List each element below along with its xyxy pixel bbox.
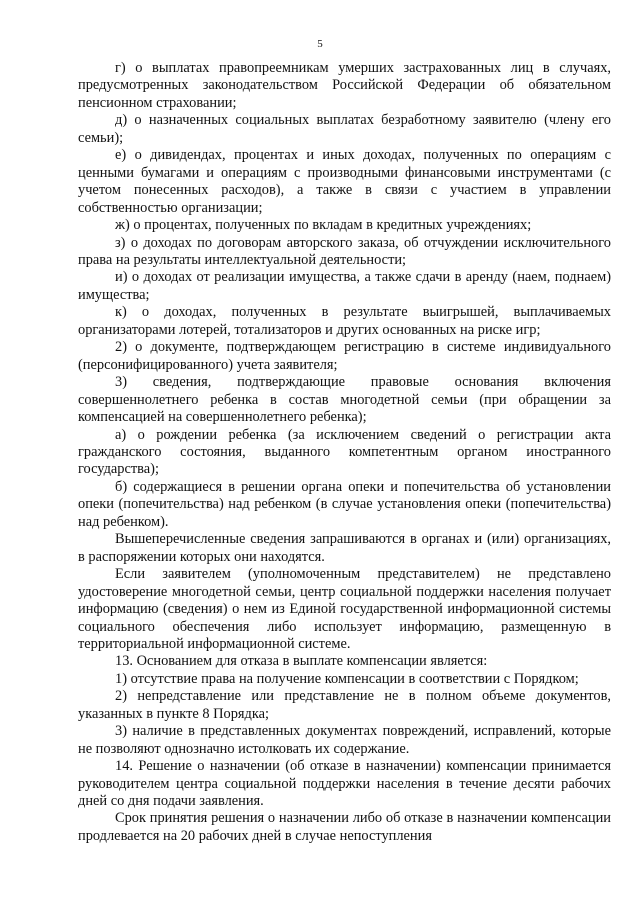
paragraph-13-1-no-entitlement: 1) отсутствие права на получение компенсации в соответствии с Порядком; [115, 670, 579, 687]
paragraph-13-3-damaged-documents: 3) наличие в представленных документах повреждений, исправлений, которые не позволяют однозначно истолковать их содержание. [78, 723, 611, 757]
paragraph-requests-note: Вышеперечисленные сведения запрашиваются в органах и (или) организациях, в распоряжении которых они находятся. [78, 531, 611, 565]
paragraph-13-2-incomplete-documents: 2) непредставление или представление не в полном объеме документов, указанных в пункте 8 Порядка; [78, 688, 611, 722]
paragraph-decision-extension: Срок принятия решения о назначении либо об отказе в назначении компенсации продлевается на 20 рабочих дней в случае непоступления [78, 810, 611, 844]
paragraph-2-personal-registration: 2) о документе, подтверждающем регистрацию в системе индивидуального (персонифицированного) учета заявителя; [78, 339, 611, 373]
paragraph-k-lottery-winnings: к) о доходах, полученных в результате выигрышей, выплачиваемых организаторами лотерей, тотализаторов и других основанных на риске игр; [78, 304, 611, 338]
page-number: 5 [317, 38, 323, 50]
paragraph-13-refusal-grounds: 13. Основанием для отказа в выплате компенсации является: [115, 653, 488, 670]
paragraph-14-decision: 14. Решение о назначении (об отказе в назначении) компенсации принимается руководителем центра социальной поддержки населения в течение десяти рабочих дней со дня подачи заявления. [78, 758, 611, 810]
paragraph-a-birth-records: а) о рождении ребенка (за исключением сведений о регистрации акта гражданского состояния, выданного компетентным органом иностранного государства); [78, 426, 611, 478]
paragraph-3-adult-child-inclusion: 3) сведения, подтверждающие правовые основания включения совершеннолетнего ребенка в состав многодетной семьи (при обращении за компенсацией на совершеннолетнего ребенка); [78, 374, 611, 426]
paragraph-g-pension-successors: г) о выплатах правопреемникам умерших застрахованных лиц в случаях, предусмотренных законодательством Российской Федерации об обязательном пенсионном страховании; [78, 60, 611, 111]
paragraph-i-property-income: и) о доходах от реализации имущества, а также сдачи в аренду (наем, поднаем) имущества; [78, 269, 611, 303]
document-body [78, 60, 611, 845]
paragraph-zh-deposit-interest: ж) о процентах, полученных по вкладам в кредитных учреждениях; [115, 217, 532, 234]
paragraph-e-dividends-securities: е) о дивидендах, процентах и иных доходах, полученных по операциям с ценными бумагами и операциям с производными финансовыми инструментами (с учетом понесенных расходов), а также в связи с участием в управлении собственностью организации; [78, 147, 611, 216]
paragraph-b-guardianship: б) содержащиеся в решении органа опеки и попечительства об установлении опеки (попечительства) над ребенком (в случае установления опеки (попечительства) над ребенком). [78, 478, 611, 530]
paragraph-z-author-contracts: з) о доходах по договорам авторского заказа, об отчуждении исключительного права на результаты интеллектуальной деятельности; [78, 234, 611, 268]
paragraph-large-family-certificate: Если заявителем (уполномоченным представителем) не представлено удостоверение многодетной семьи, центр социальной поддержки населения получает информацию (сведения) о нем из Единой государственной информационной системы социального обеспечения либо использует информацию, размещенную в территориальной информационной системе. [78, 566, 611, 652]
paragraph-d-unemployment-payments: д) о назначенных социальных выплатах безработному заявителю (члену его семьи); [78, 112, 611, 146]
